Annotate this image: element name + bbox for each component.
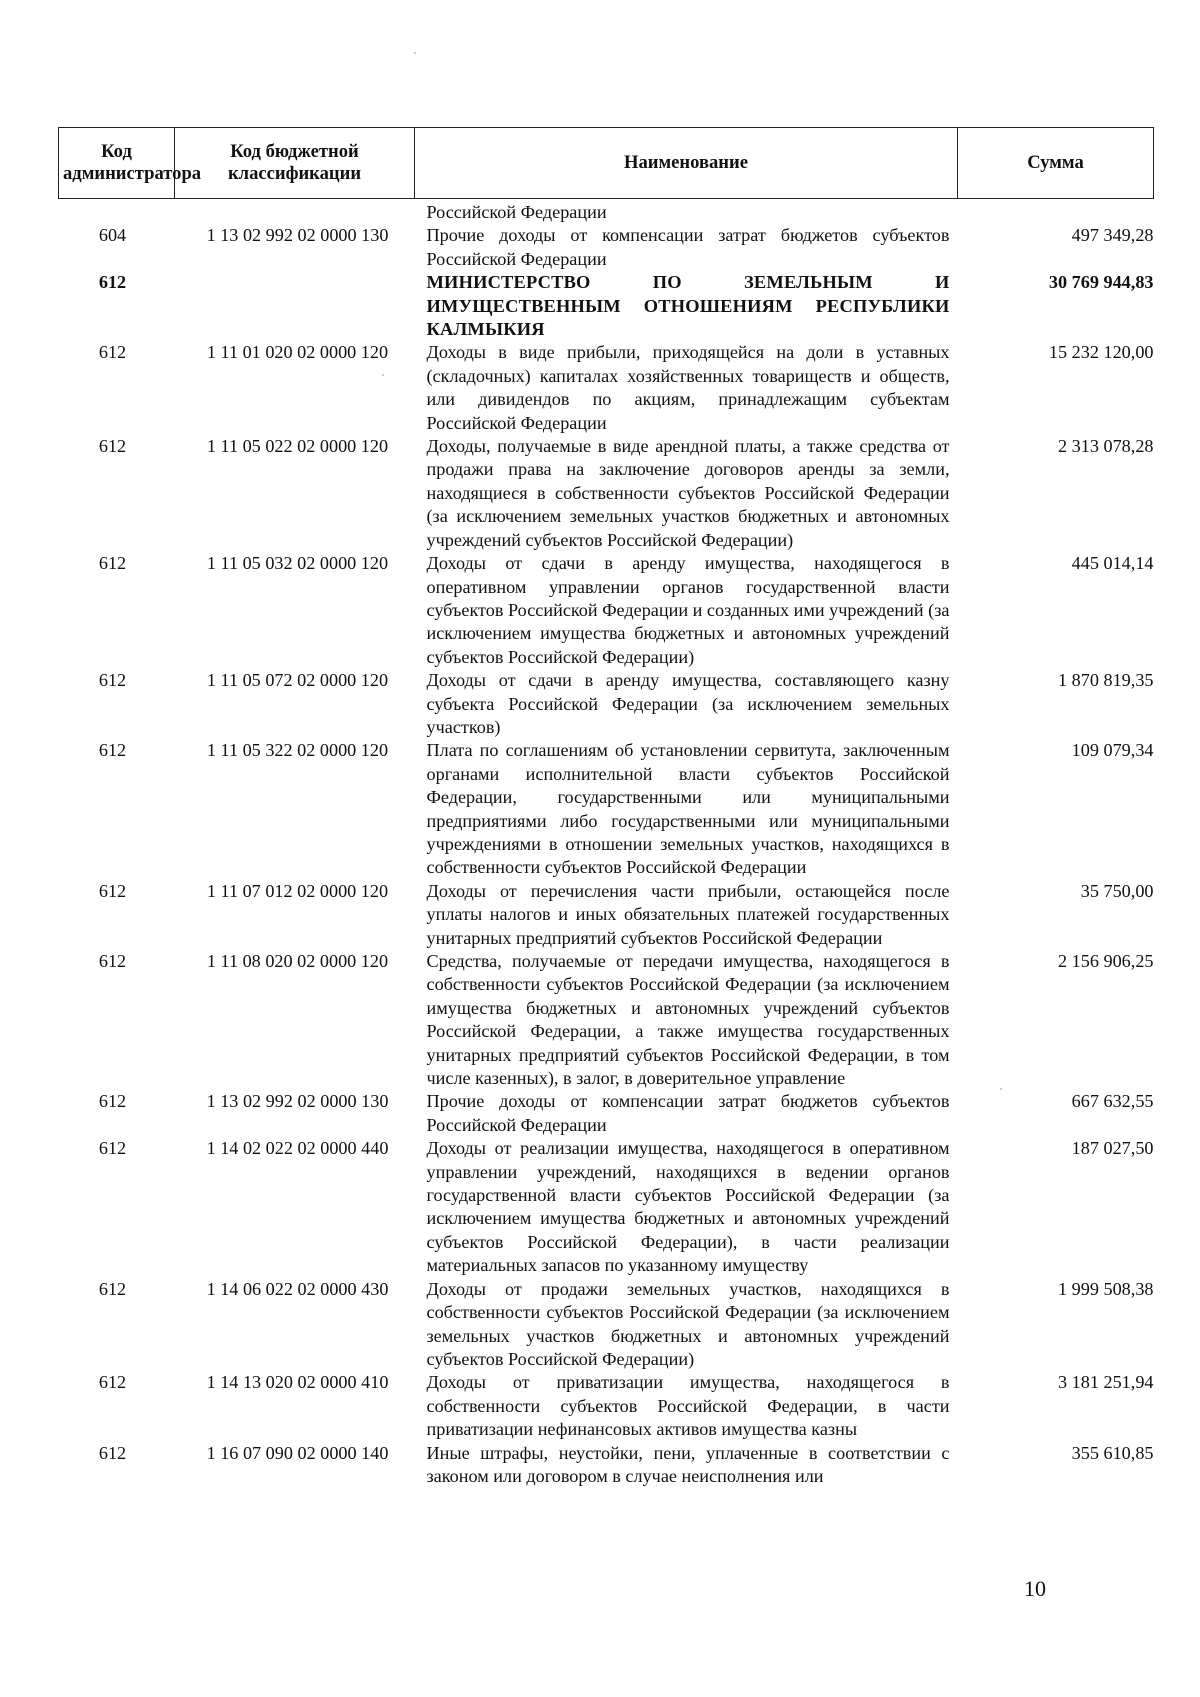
table-row: [59, 1137, 1154, 1277]
page-number: 10: [1024, 1576, 1046, 1601]
table-row: [59, 552, 1154, 669]
name-cell: Доходы от сдачи в аренду имущества, находящегося в оперативном управлении органов государственной власти субъектов Российской Федерации и созданных ими учреждений (за исключением имущества бюджетных и автономных учреждений субъектов Российской Федерации): [426, 553, 950, 667]
budget-code-cell: [175, 271, 415, 341]
name-cell: Плата по соглашениям об установлении сервитута, заключенным органами исполнительной власти субъектов Российской Федерации, государственными или муниципальными предприятиями либо государственными или муниципальными учреждениями в отношении земельных участков, находящихся в собственности субъектов Российской Федерации: [426, 740, 950, 878]
table-row: [59, 1090, 1154, 1137]
table-row: [59, 880, 1154, 950]
table-row: [59, 271, 1154, 341]
admin-code-cell: 612: [98, 436, 127, 457]
amount-cell: 15 232 120,00: [1048, 342, 1154, 363]
name-cell: Прочие доходы от компенсации затрат бюджетов субъектов Российской Федерации: [426, 1091, 950, 1135]
admin-code-cell: 612: [98, 1372, 127, 1393]
table-row: [59, 739, 1154, 879]
admin-code-cell: 604: [98, 225, 127, 246]
amount-cell: 3 181 251,94: [1058, 1372, 1154, 1393]
table-row: [59, 224, 1154, 271]
budget-code-cell: 1 11 05 322 02 0000 120: [206, 740, 389, 761]
revenue-table: [58, 127, 1154, 1488]
admin-code-cell: [59, 199, 175, 225]
name-cell: МИНИСТЕРСТВО ПО ЗЕМЕЛЬНЫМ И ИМУЩЕСТВЕННЫМ ОТНОШЕНИЯМ РЕСПУБЛИКИ КАЛМЫКИЯ: [426, 272, 950, 340]
budget-code-cell: 1 14 13 020 02 0000 410: [206, 1372, 389, 1393]
name-cell: Прочие доходы от компенсации затрат бюджетов субъектов Российской Федерации: [426, 225, 950, 269]
amount-cell: 35 750,00: [1080, 880, 1154, 901]
admin-code-cell: 612: [98, 272, 127, 293]
table-row: [59, 669, 1154, 739]
admin-code-cell: 612: [98, 740, 127, 761]
name-cell: Доходы, получаемые в виде арендной платы, а также средства от продажи права на заключение договоров аренды за земли, находящиеся в собственности субъектов Российской Федерации (за исключением земельных участков бюджетных и автономных учреждений субъектов Российской Федерации): [426, 436, 950, 550]
name-cell: Доходы от реализации имущества, находящегося в оперативном управлении учреждений, находящихся в ведении органов государственной власти субъектов Российской Федерации (за исключением имущества бюджетных и автономных учреждений субъектов Российской Федерации), в части реализации материальных запасов по указанному имуществу: [426, 1138, 950, 1276]
budget-code-cell: 1 13 02 992 02 0000 130: [206, 1091, 389, 1112]
amount-cell: 497 349,28: [1071, 225, 1154, 246]
table-row: [59, 1442, 1154, 1489]
budget-code-cell: [175, 199, 415, 225]
name-cell: Доходы от сдачи в аренду имущества, составляющего казну субъекта Российской Федерации (за исключением земельных участков): [426, 670, 950, 737]
amount-cell: 667 632,55: [1071, 1091, 1154, 1112]
admin-code-cell: 612: [98, 1442, 127, 1463]
admin-code-cell: 612: [98, 342, 127, 363]
admin-code-cell: 612: [98, 553, 127, 574]
amount-cell: 445 014,14: [1071, 553, 1154, 574]
table-row: [59, 199, 1154, 225]
name-cell: Доходы от перечисления части прибыли, остающейся после уплаты налогов и иных обязательных платежей государственных унитарных предприятий субъектов Российской Федерации: [426, 880, 950, 948]
budget-code-cell: 1 11 05 022 02 0000 120: [206, 436, 389, 457]
name-cell: Иные штрафы, неустойки, пени, уплаченные в соответствии с законом или договором в случае неисполнения или: [426, 1442, 950, 1486]
amount-cell: 2 156 906,25: [1058, 951, 1154, 971]
amount-cell: [958, 199, 1154, 225]
amount-cell: 2 313 078,28: [1058, 436, 1154, 457]
budget-code-cell: 1 13 02 992 02 0000 130: [206, 225, 389, 246]
table-row: [59, 1371, 1154, 1441]
header-amount: Сумма: [958, 128, 1154, 199]
table-row: [59, 435, 1154, 552]
amount-cell: 30 769 944,83: [1048, 272, 1154, 293]
amount-cell: 1 999 508,38: [1058, 1278, 1154, 1299]
header-budget-code: Код бюджетной классификации: [175, 128, 415, 199]
budget-code-cell: 1 16 07 090 02 0000 140: [206, 1442, 389, 1463]
amount-cell: 109 079,34: [1071, 740, 1154, 761]
name-cell: Доходы от приватизации имущества, находящегося в собственности субъектов Российской Федерации, в части приватизации нефинансовых активов имущества казны: [426, 1372, 950, 1440]
table-row: [59, 950, 1154, 1090]
amount-cell: 1 870 819,35: [1058, 670, 1154, 691]
table-row: [59, 1278, 1154, 1372]
budget-code-cell: 1 11 07 012 02 0000 120: [206, 880, 389, 901]
admin-code-cell: 612: [98, 951, 127, 971]
budget-code-cell: 1 11 01 020 02 0000 120: [206, 342, 389, 363]
name-cell: Средства, получаемые от передачи имущества, находящегося в собственности субъектов Российской Федерации (за исключением имущества бюджетных и автономных учреждений субъектов Российской Федерации, а также имущества государственных унитарных предприятий субъектов Российской Федерации, в том числе казенных), в залог, в доверительное управление: [426, 951, 950, 1089]
admin-code-cell: 612: [98, 1138, 127, 1159]
budget-code-cell: 1 14 06 022 02 0000 430: [206, 1278, 389, 1299]
name-cell: Доходы от продажи земельных участков, находящихся в собственности субъектов Российской Федерации (за исключением земельных участков бюджетных и автономных учреждений субъектов Российской Федерации): [426, 1278, 950, 1369]
admin-code-cell: 612: [98, 1278, 127, 1299]
table-header: [59, 128, 1154, 199]
scan-speck: [414, 52, 416, 54]
name-cell: Российской Федерации: [426, 202, 607, 222]
budget-code-cell: 1 11 05 032 02 0000 120: [206, 553, 389, 574]
admin-code-cell: 612: [98, 670, 127, 691]
header-name: Наименование: [415, 128, 958, 199]
table-row: [59, 341, 1154, 435]
budget-code-cell: 1 11 05 072 02 0000 120: [206, 670, 389, 691]
amount-cell: 355 610,85: [1071, 1442, 1154, 1463]
amount-cell: 187 027,50: [1071, 1138, 1154, 1159]
name-cell: Доходы в виде прибыли, приходящейся на доли в уставных (складочных) капиталах хозяйственных товариществ и обществ, или дивидендов по акциям, принадлежащим субъектам Российской Федерации: [426, 342, 950, 433]
budget-code-cell: 1 14 02 022 02 0000 440: [206, 1138, 389, 1159]
admin-code-cell: 612: [98, 880, 127, 901]
table-body: [59, 199, 1154, 1489]
admin-code-cell: 612: [98, 1091, 127, 1112]
header-admin-code: Код администратора: [59, 128, 175, 199]
budget-code-cell: 1 11 08 020 02 0000 120: [206, 951, 389, 971]
